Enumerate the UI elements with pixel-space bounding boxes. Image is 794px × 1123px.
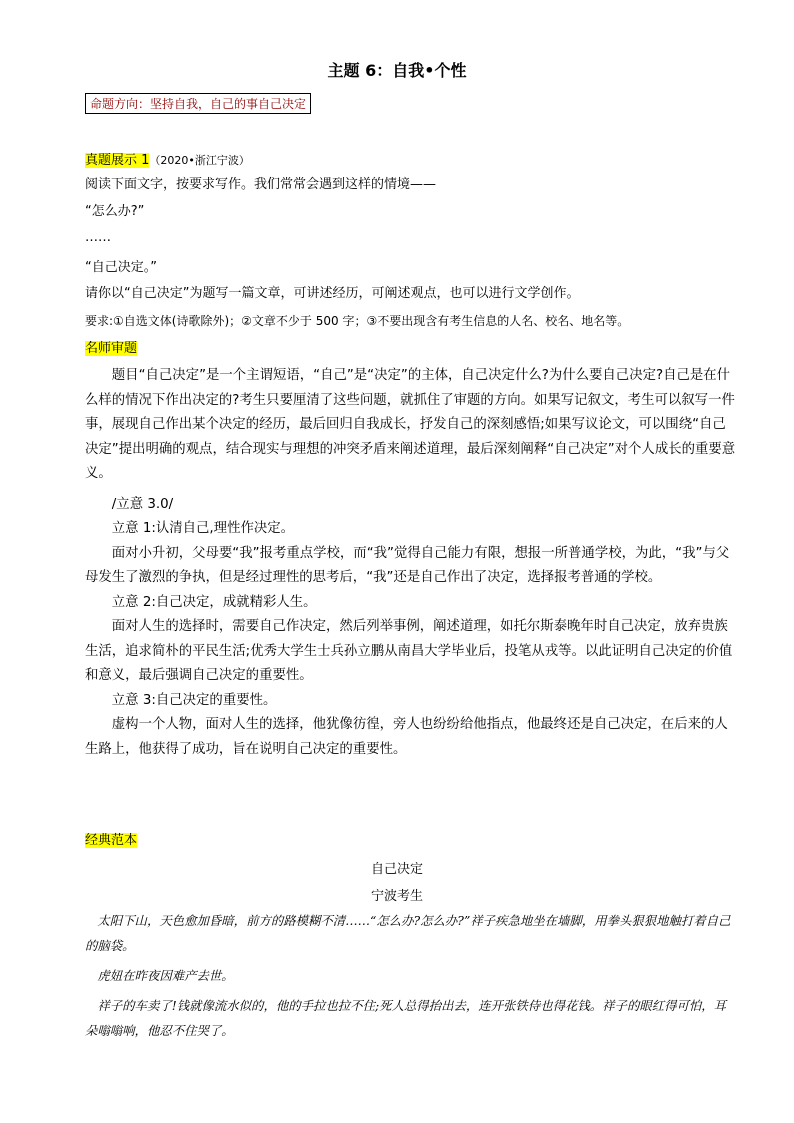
analysis-header — [85, 340, 137, 358]
analysis-block — [85, 364, 737, 762]
idea-2-title: 立意 2:自己决定，成就精彩人生。 — [111, 594, 317, 610]
exam-header — [85, 152, 250, 170]
idea-1-title: 立意 1:认清自己,理性作决定。 — [111, 521, 295, 536]
model-label: 经典范本 — [85, 833, 138, 848]
essay-title: 自己决定 — [370, 862, 423, 877]
exam-source: （2020•浙江宁波） — [149, 154, 250, 167]
model-header — [85, 832, 137, 850]
idea-2-text: 面对人生的选择时，需要自己作决定，然后列举事例，阐述道理，如托尔斯泰晚年时自己决定，放弃贵族生活，追求简朴的平民生活;优秀大学生士兵孙立鹏从南昌大学毕业后，投笔从戎等。以此证明自己决定的价值和意义，最后强调自己决定的重要性。 — [85, 619, 733, 683]
idea-1-text: 面对小升初，父母要“我”报考重点学校，而“我”觉得自己能力有限，想报一所普通学校，为此，“我”与父母发生了激烈的争执，但是经过理性的思考后，“我”还是自己作出了决定，选择报考普通的学校。 — [85, 545, 730, 585]
essay-author: 宁波考生 — [370, 889, 423, 904]
exam-label: 真题展示 1 — [85, 153, 150, 168]
idea-3-title: 立意 3:自己决定的重要性。 — [111, 692, 277, 708]
page-title: 主题 6：自我•个性 — [327, 61, 467, 80]
exam-quote-2: “自己决定。” — [85, 260, 157, 275]
exam-task: 请你以“自己决定”为题写一篇文章，可讲述经历，可阐述观点，也可以进行文学创作。 — [85, 286, 580, 301]
essay-body — [85, 908, 737, 1043]
exam-requirements: 要求:①自选文体(诗歌除外)；②文章不少于 500 字；③不要出现含有考生信息的人名、校名、地名等。 — [85, 314, 630, 328]
essay-paragraph-2: 虎妞在昨夜因难产去世。 — [97, 968, 234, 983]
analysis-label: 名师审题 — [85, 341, 138, 356]
exam-quote-1: “怎么办?” — [85, 204, 145, 219]
exam-intro: 阅读下面文字，按要求写作。我们常常会遇到这样的情境—— — [85, 177, 437, 192]
exam-ellipsis: …… — [85, 230, 111, 245]
topic-direction-box: 命题方向：坚持自我，自己的事自己决定 — [85, 93, 311, 114]
analysis-paragraph: 题目“自己决定”是一个主谓短语，“自己”是“决定”的主体，自己决定什么?为什么要自己决定?自己是在什么样的情况下作出决定的?考生只要厘清了这些问题，就抓住了审题的方向。如果写记叙文，考生可以叙写一件事，展现自己作出某个决定的经历，最后回归自我成长，抒发自己的深刻感悟;如果写议论文，可以围绕“自己决定”提出明确的观点，结合现实与理想的冲突矛盾来阐述道理，最后深刻阐释“自己决定”对个人成长的重要意义。 — [85, 368, 736, 481]
idea-3-text: 虚构一个人物，面对人生的选择，他犹像彷徨，旁人也纷纷给他指点，他最终还是自己决定，在后来的人生路上，他获得了成功，旨在说明自己决定的重要性。 — [85, 717, 728, 757]
essay-paragraph-1: 太阳下山，天色愈加昏暗，前方的路模糊不清……“怎么办?怎么办?”祥子疾急地坐在墙脚，用拳头狠狠地触打着自己的脑袋。 — [85, 913, 731, 953]
idea-marker: /立意 3.0/ — [111, 496, 174, 512]
essay-paragraph-3: 祥子的车卖了!钱就像流水似的，他的手拉也拉不住;死人总得抬出去，连开张铁侍也得花钱。祥子的眼红得可怕，耳朵嗡嗡响，他忍不住哭了。 — [85, 998, 727, 1038]
